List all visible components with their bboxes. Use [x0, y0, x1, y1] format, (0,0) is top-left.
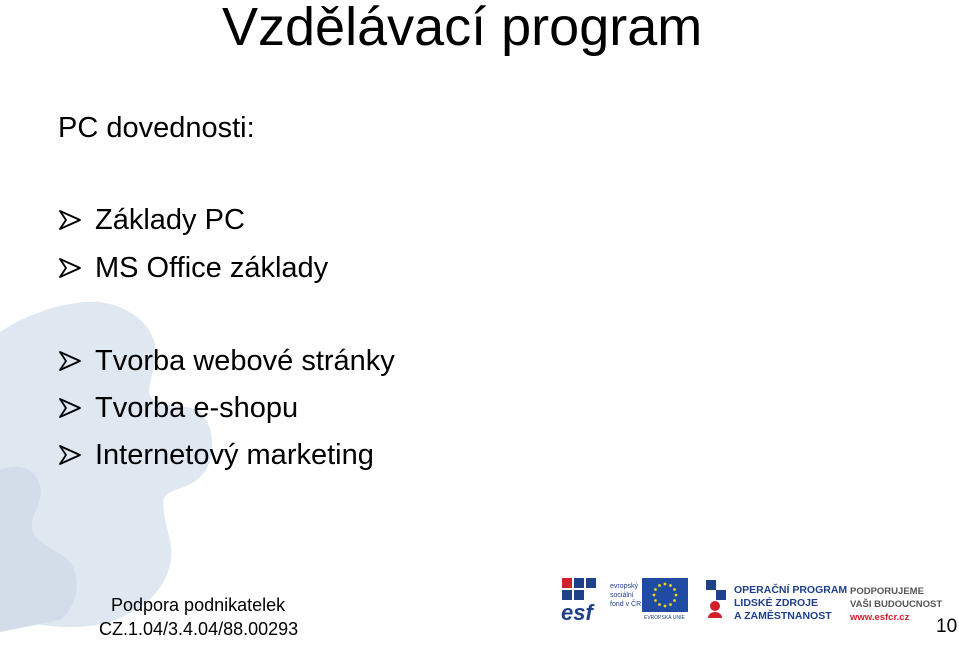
eu-star [654, 588, 657, 591]
eu-star [673, 599, 676, 602]
funding-logos [560, 576, 945, 626]
bullet-item [58, 338, 395, 384]
eu-star [669, 603, 672, 606]
op-logo-icon [702, 578, 728, 620]
esf-website-link[interactable]: www.esfcr.cz [850, 612, 910, 623]
project-code: CZ.1.04/3.4.04/88.00293 [99, 619, 299, 639]
bullet-text: Internetový marketing [95, 439, 374, 471]
bullet-item [58, 432, 374, 478]
bullet-text: Základy PC [95, 204, 245, 236]
eu-star [654, 599, 657, 602]
eu-star [669, 584, 672, 587]
bullet-text: Tvorba webové stránky [95, 345, 395, 377]
arrow-bullet-icon [58, 396, 82, 420]
section-heading: PC dovednosti: [58, 112, 255, 144]
arrow-bullet-icon [58, 256, 82, 280]
bullet-item [58, 385, 298, 431]
eu-star [664, 583, 667, 586]
esf-caption: evropský sociální fond v ČR [610, 583, 642, 608]
arrow-bullet-icon [58, 443, 82, 467]
eu-flag-icon [642, 578, 688, 612]
bullet-text: Tvorba e-shopu [95, 392, 299, 424]
eu-star [653, 594, 656, 597]
eu-star [658, 603, 661, 606]
slogan-caption: PODPORUJEME VAŠI BUDOUCNOST www.esfcr.cz [850, 586, 943, 623]
slide-title: Vzdělávací program [222, 0, 703, 57]
op-caption: OPERAČNÍ PROGRAM LIDSKÉ ZDROJE A ZAMĚSTNANOST [734, 584, 848, 622]
bullet-item [58, 197, 245, 243]
arrow-bullet-icon [58, 208, 82, 232]
bullet-item [58, 245, 328, 291]
eu-star [664, 605, 667, 608]
bullet-text: MS Office základy [95, 252, 329, 284]
arrow-bullet-icon [58, 349, 82, 373]
svg-text:esf: esf [561, 600, 593, 622]
project-name: Podpora podnikatelek [111, 595, 286, 615]
eu-star [658, 584, 661, 587]
eu-caption: EVROPSKÁ UNIE [644, 615, 685, 621]
esf-logo-icon [560, 576, 608, 622]
eu-star [675, 594, 678, 597]
page-number: 10 [936, 616, 958, 637]
eu-star [673, 588, 676, 591]
